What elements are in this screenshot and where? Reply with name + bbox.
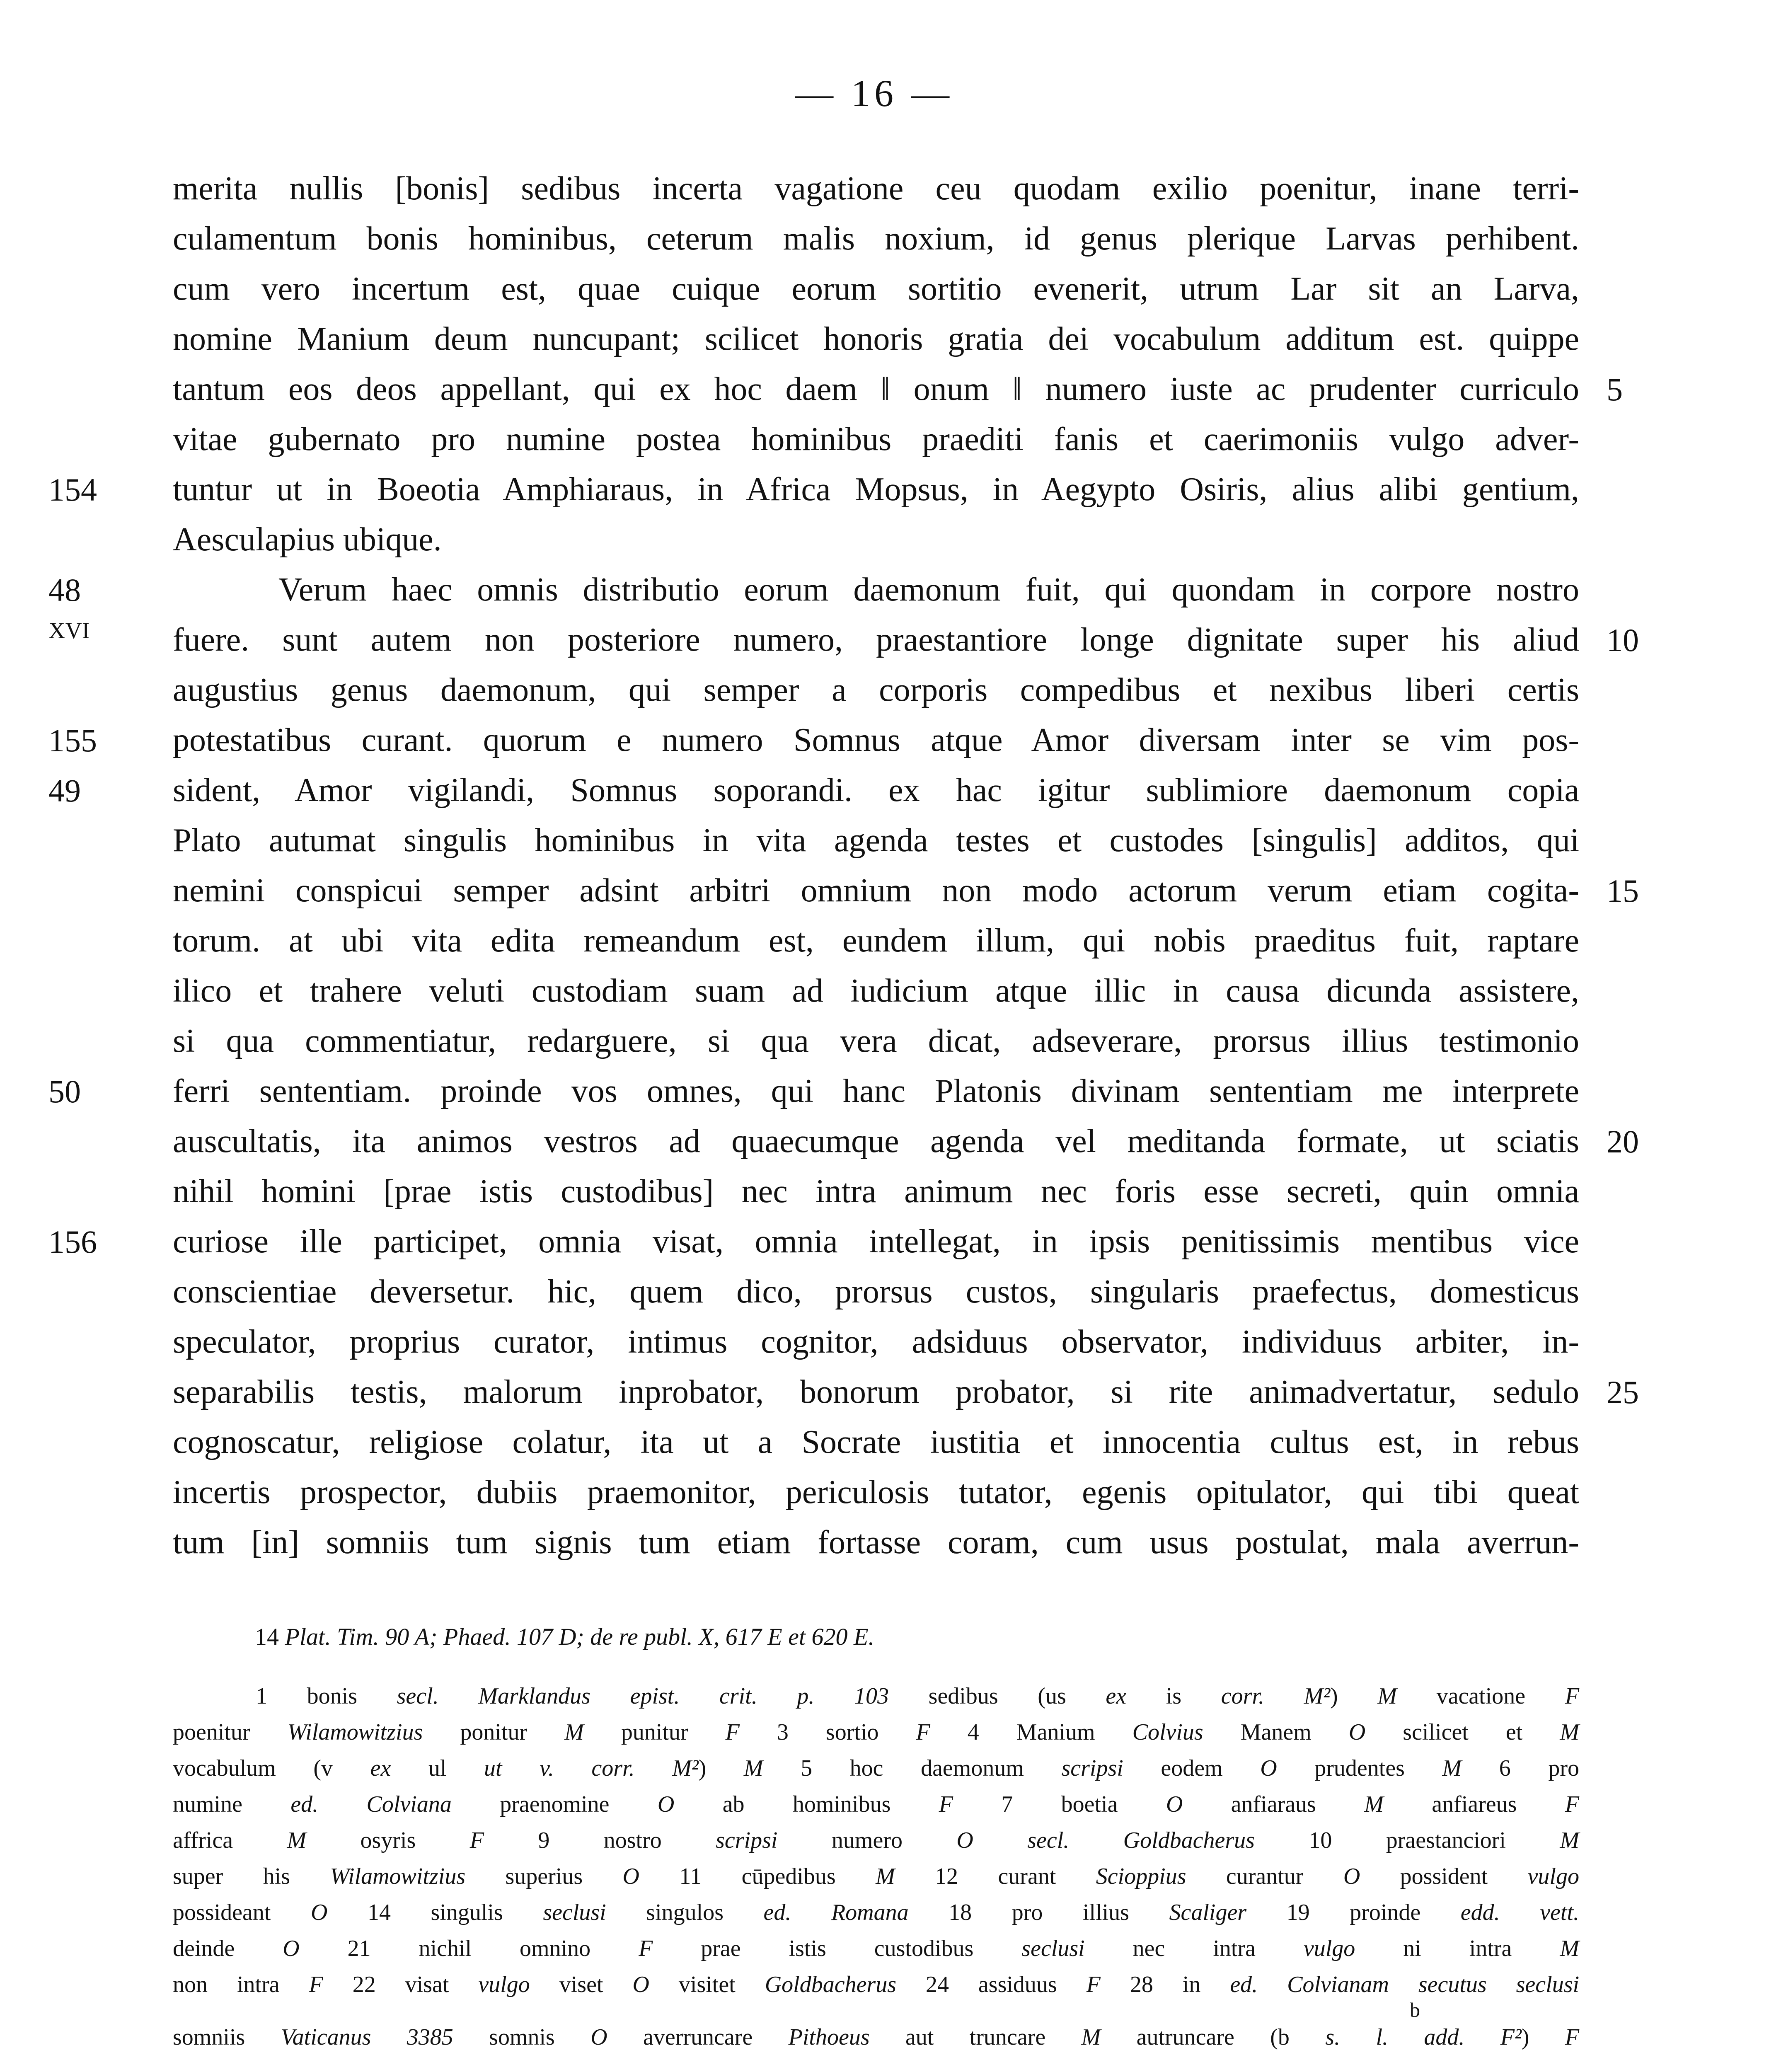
text-line: [173, 866, 1639, 916]
apparatus-siglum: M: [743, 1755, 763, 1781]
apparatus-reading: visitet: [649, 1972, 765, 1997]
text-line: [48, 465, 1579, 515]
apparatus-siglum: ed. Colviana: [290, 1791, 452, 1817]
apparatus-reading: 28 in: [1100, 1972, 1230, 1997]
testimonia-segment: 14: [255, 1623, 285, 1650]
line-number: 25: [1607, 1374, 1639, 1410]
line-text: ferri sententiam. proinde vos omnes, qui hanc Platonis divinam sententiam me interprete: [173, 1073, 1579, 1109]
apparatus-siglum: M: [1560, 1936, 1579, 1961]
apparatus-siglum: F: [725, 1719, 740, 1745]
apparatus-siglum: Goldbacherus: [765, 1972, 897, 1997]
apparatus-reading: nec intra: [1084, 1936, 1304, 1961]
text-line: [48, 765, 1579, 816]
apparatus-reading: 12 curant: [895, 1864, 1096, 1889]
apparatus-siglum: F: [469, 1828, 484, 1853]
margin-page-reference: XVI: [48, 618, 90, 644]
text-line: [173, 1518, 1579, 1568]
apparatus-siglum: M: [1377, 1683, 1397, 1709]
apparatus-line: [173, 1967, 1579, 2003]
apparatus-siglum: seclusi: [543, 1900, 606, 1925]
line-text: separabilis testis, malorum inprobator, bonorum probator, si rite animadvertatur, sedulo: [173, 1374, 1579, 1410]
apparatus-reading: vacatione: [1396, 1683, 1565, 1709]
apparatus-reading: sedibus (us: [889, 1683, 1106, 1709]
apparatus-siglum: O: [1348, 1719, 1366, 1745]
apparatus-reading: somniis: [173, 2024, 281, 2050]
apparatus-reading: prae istis custodibus: [653, 1936, 1022, 1961]
apparatus-line: [173, 1895, 1579, 1931]
text-line: [173, 966, 1579, 1016]
text-line: [173, 264, 1579, 314]
apparatus-reading: 6 pro: [1462, 1755, 1579, 1781]
apparatus-siglum: M: [1081, 2024, 1101, 2050]
apparatus-reading: 22 visat: [323, 1972, 479, 1997]
text-line: [173, 414, 1579, 465]
apparatus-reading: ): [1521, 2024, 1565, 2050]
apparatus-siglum: Wilamowitzius: [330, 1864, 466, 1889]
apparatus-siglum: Scaliger: [1169, 1900, 1247, 1925]
apparatus-siglum: F: [939, 1791, 953, 1817]
apparatus-siglum: O: [310, 1900, 328, 1925]
apparatus-siglum: M: [1364, 1791, 1384, 1817]
line-text: Verum haec omnis distributio eorum daemonum fuit, qui quondam in corpore nostro: [278, 571, 1579, 608]
apparatus-reading: aut truncare: [869, 2024, 1082, 2050]
apparatus-siglum: O: [1343, 1864, 1360, 1889]
apparatus-reading: averruncare: [607, 2024, 789, 2050]
main-text: [48, 164, 1639, 1568]
apparatus-siglum: vulgo: [1527, 1864, 1579, 1889]
line-number: 10: [1607, 622, 1639, 658]
text-line: [48, 1066, 1579, 1116]
apparatus-reading: is: [1126, 1683, 1221, 1709]
apparatus-siglum: ex: [1106, 1683, 1127, 1709]
margin-page-reference: 154: [48, 472, 97, 508]
text-line: [173, 1167, 1579, 1217]
apparatus-line: [173, 1998, 1580, 2055]
line-text: culamentum bonis hominibus, ceterum malis noxium, id genus plerique Larvas perhibent.: [173, 220, 1579, 257]
apparatus-reading: ponitur: [423, 1719, 565, 1745]
apparatus-line: [173, 1823, 1579, 1859]
line-number: 20: [1607, 1123, 1639, 1159]
apparatus-reading: affrica: [173, 1828, 287, 1853]
page-number: — 16 —: [795, 72, 953, 114]
line-text: vitae gubernato pro numine postea hominibus praediti fanis et caerimoniis vulgo adver-: [173, 421, 1579, 457]
line-number: 5: [1607, 371, 1623, 407]
apparatus-reading: ul: [391, 1755, 484, 1781]
apparatus-reading: numine: [173, 1791, 291, 1817]
line-number: 15: [1607, 873, 1639, 909]
apparatus-siglum: Pithoeus: [788, 2024, 870, 2050]
apparatus-reading: viset: [530, 1972, 633, 1997]
apparatus-siglum: ed. Romana: [763, 1900, 909, 1925]
line-text: auscultatis, ita animos vestros ad quaecumque agenda vel meditanda formate, ut sciatis: [173, 1123, 1579, 1159]
apparatus-reading: poenitur: [173, 1719, 288, 1745]
apparatus-reading: 21 nichil omnino: [299, 1936, 639, 1961]
text-line: [48, 1217, 1579, 1267]
apparatus-siglum: ut v. corr. M²: [484, 1755, 699, 1781]
apparatus-reading: somnis: [453, 2024, 591, 2050]
apparatus-line: [173, 1859, 1579, 1895]
apparatus-siglum: s. l. add. F²: [1325, 2024, 1522, 2050]
apparatus-siglum: O: [657, 1791, 675, 1817]
apparatus-reading: possident: [1360, 1864, 1528, 1889]
line-text: augustius genus daemonum, qui semper a corporis compedibus et nexibus liberi certis: [173, 672, 1579, 708]
apparatus-siglum: ex: [370, 1755, 391, 1781]
apparatus-line: [173, 1750, 1579, 1786]
apparatus-reading: ): [1330, 1683, 1378, 1709]
apparatus-siglum: F: [309, 1972, 323, 1997]
apparatus-siglum: seclusi: [1021, 1936, 1085, 1961]
apparatus-siglum: vulgo: [478, 1972, 530, 1997]
apparatus-reading: ni intra: [1355, 1936, 1560, 1961]
text-line: [173, 1267, 1579, 1317]
apparatus-reading: 14 singulis: [327, 1900, 543, 1925]
line-text: curiose ille participet, omnia visat, omnia intellegat, in ipsis penitissimis mentibus vice: [173, 1223, 1579, 1260]
text-line: [173, 1367, 1639, 1417]
text-line: [173, 1467, 1579, 1518]
text-line: [173, 515, 1579, 565]
apparatus-reading: 18 pro illius: [908, 1900, 1169, 1925]
apparatus-reading: super his: [173, 1864, 330, 1889]
text-line: [48, 565, 1579, 615]
text-line: [173, 1317, 1579, 1367]
line-text: nihil homini [prae istis custodibus] nec intra animum nec foris esse secreti, quin omnia: [173, 1173, 1579, 1210]
apparatus-siglum: O: [1260, 1755, 1277, 1781]
apparatus-siglum: Scioppius: [1096, 1864, 1186, 1889]
line-text: nemini conspicui semper adsint arbitri omnium non modo actorum verum etiam cogita-: [173, 872, 1579, 909]
line-text: sident, Amor vigilandi, Somnus soporandi. ex hac igitur sublimiore daemonum copia: [173, 772, 1579, 808]
apparatus-siglum: M: [876, 1864, 895, 1889]
apparatus-reading: anfiareus: [1383, 1791, 1565, 1817]
apparatus-siglum: O: [632, 1972, 649, 1997]
apparatus-reading: scilicet et: [1365, 1719, 1560, 1745]
apparatus-reading: ab hominibus: [674, 1791, 939, 1817]
apparatus-reading: numero: [777, 1828, 957, 1853]
apparatus-siglum: corr. M²: [1221, 1683, 1331, 1709]
text-line: [173, 665, 1579, 715]
apparatus-siglum: ed. Colvianam secutus seclusi: [1230, 1972, 1580, 1997]
margin-page-reference: 50: [48, 1073, 81, 1109]
apparatus-reading: 3 sortio: [739, 1719, 916, 1745]
apparatus-reading: singulos: [606, 1900, 764, 1925]
apparatus-reading: deinde: [173, 1936, 283, 1961]
apparatus-siglum: M: [1560, 1828, 1580, 1853]
apparatus-siglum: Wilamowitzius: [287, 1719, 423, 1745]
apparatus-reading: eodem: [1123, 1755, 1261, 1781]
line-text: incertis prospector, dubiis praemonitor, periculosis tutator, egenis opitulator, qui tibi queat: [173, 1474, 1579, 1510]
line-text: Plato autumat singulis hominibus in vita agenda testes et custodes [singulis] additos, qui: [173, 822, 1579, 859]
apparatus-siglum: M: [1560, 1719, 1580, 1745]
testimonia-segment: Plat. Tim. 90 A; Phaed. 107 D; de re publ. X, 617 E et 620 E.: [285, 1623, 874, 1650]
apparatus-reading: 11 cūpedibus: [639, 1864, 876, 1889]
apparatus-reading: anfiaraus: [1183, 1791, 1365, 1817]
line-text: speculator, proprius curator, intimus cognitor, adsiduus observator, individuus arbiter, in-: [173, 1324, 1579, 1360]
line-text: ilico et trahere veluti custodiam suam ad iudicium atque illic in causa dicunda assistere,: [173, 973, 1579, 1009]
apparatus-reading: 19 proinde: [1246, 1900, 1461, 1925]
text-line: [173, 314, 1579, 364]
apparatus-line: [173, 1714, 1579, 1750]
apparatus-siglum: O: [622, 1864, 639, 1889]
apparatus-reading: prudentes: [1277, 1755, 1442, 1781]
apparatus-line: [173, 1678, 1579, 1714]
line-text: si qua commentiatur, redarguere, si qua vera dicat, adseverare, prorsus illius testimonio: [173, 1023, 1579, 1059]
apparatus-siglum: vulgo: [1303, 1936, 1355, 1961]
apparatus-siglum: scripsi: [1061, 1755, 1123, 1781]
apparatus-siglum: Colvius: [1132, 1719, 1203, 1745]
text-line: [173, 1417, 1579, 1467]
apparatus-reading: osyris: [306, 1828, 470, 1853]
text-line: [173, 164, 1579, 214]
apparatus-siglum: O: [590, 2024, 607, 2050]
apparatus-siglum: F: [1565, 2024, 1580, 2050]
critical-apparatus: [173, 1678, 1579, 2055]
text-line: [48, 615, 1639, 665]
apparatus-reading: 10 praestanciori: [1254, 1828, 1560, 1853]
apparatus-siglum: secl. Marklandus epist. crit. p. 103: [397, 1683, 889, 1709]
apparatus-reading: 1 bonis: [256, 1683, 397, 1709]
apparatus-siglum: O secl. Goldbacherus: [956, 1828, 1255, 1853]
apparatus-reading: vocabulum (v: [173, 1755, 370, 1781]
apparatus-line: [173, 1931, 1579, 1967]
apparatus-siglum: edd. vett.: [1460, 1900, 1580, 1925]
apparatus-siglum: O: [283, 1936, 300, 1961]
apparatus-reading: 5 hoc daemonum: [763, 1755, 1062, 1781]
line-text: potestatibus curant. quorum e numero Somnus atque Amor diversam inter se vim pos-: [173, 722, 1579, 758]
margin-page-reference: 48: [48, 572, 81, 608]
line-text: fuere. sunt autem non posteriore numero, praestantiore longe dignitate super his aliud: [173, 622, 1579, 658]
apparatus-reading: ): [698, 1755, 744, 1781]
line-text: merita nullis [bonis] sedibus incerta vagatione ceu quodam exilio poenitur, inane terri-: [173, 170, 1579, 207]
apparatus-reading: praenomine: [451, 1791, 658, 1817]
line-text: tuntur ut in Boeotia Amphiaraus, in Africa Mopsus, in Aegypto Osiris, alius alibi gentium,: [173, 471, 1579, 508]
testimonia-note: [255, 1618, 874, 1656]
text-line: [48, 715, 1579, 765]
text-line: [173, 816, 1579, 866]
apparatus-siglum: F: [1086, 1972, 1101, 1997]
apparatus-siglum: F: [916, 1719, 930, 1745]
superscript-correction: b: [1410, 1998, 1420, 2021]
line-text: cognoscatur, religiose colatur, ita ut a Socrate iustitia et innocentia cultus est, in rebus: [173, 1424, 1579, 1460]
apparatus-reading: superius: [465, 1864, 623, 1889]
apparatus-siglum: M: [564, 1719, 584, 1745]
apparatus-siglum: F: [1565, 1683, 1579, 1709]
text-line: [173, 1116, 1639, 1167]
line-text: conscientiae deversetur. hic, quem dico, prorsus custos, singularis praefectus, domesticus: [173, 1273, 1579, 1310]
apparatus-reading: autruncare (b: [1101, 2024, 1326, 2050]
apparatus-siglum: F: [1565, 1791, 1579, 1817]
apparatus-reading: 9 nostro: [484, 1828, 716, 1853]
line-text: tantum eos deos appellant, qui ex hoc daem ‖ onum ‖ numero iuste ac prudenter curriculo: [173, 371, 1579, 407]
apparatus-reading: 4 Manium: [930, 1719, 1132, 1745]
text-line: [173, 214, 1579, 264]
apparatus-reading: curantur: [1186, 1864, 1343, 1889]
text-line: [173, 916, 1579, 966]
apparatus-reading: non intra: [173, 1972, 309, 1997]
line-text: nomine Manium deum nuncupant; scilicet honoris gratia dei vocabulum additum est. quippe: [173, 321, 1579, 357]
margin-page-reference: 156: [48, 1224, 97, 1260]
apparatus-reading: 24 assiduus: [896, 1972, 1087, 1997]
apparatus-siglum: M: [1442, 1755, 1462, 1781]
apparatus-reading: possideant: [173, 1900, 311, 1925]
text-line: [173, 364, 1623, 414]
apparatus-siglum: O: [1166, 1791, 1183, 1817]
text-line: [173, 1016, 1579, 1066]
apparatus-siglum: Vaticanus 3385: [281, 2024, 453, 2050]
apparatus-reading: Manem: [1203, 1719, 1349, 1745]
apparatus-siglum: M: [287, 1828, 307, 1853]
apparatus-reading: punitur: [583, 1719, 726, 1745]
line-text: tum [in] somniis tum signis tum etiam fortasse coram, cum usus postulat, mala averrun-: [173, 1524, 1579, 1561]
line-text: torum. at ubi vita edita remeandum est, eundem illum, qui nobis praeditus fuit, raptare: [173, 922, 1579, 959]
line-text: cum vero incertum est, quae cuique eorum sortitio evenerit, utrum Lar sit an Larva,: [173, 271, 1579, 307]
margin-page-reference: 155: [48, 722, 97, 758]
margin-page-reference: 49: [48, 772, 81, 808]
apparatus-reading: 7 boetia: [953, 1791, 1166, 1817]
apparatus-line: [173, 1786, 1579, 1823]
apparatus-siglum: scripsi: [716, 1828, 778, 1853]
line-text: Aesculapius ubique.: [173, 521, 442, 558]
apparatus-siglum: F: [639, 1936, 653, 1961]
